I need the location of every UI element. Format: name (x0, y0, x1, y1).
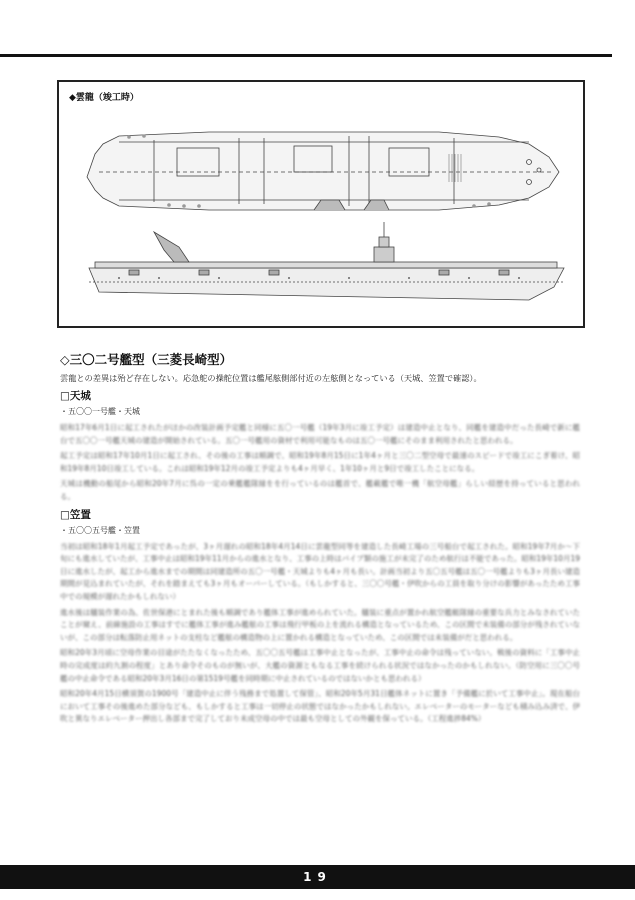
ship-figure (57, 80, 585, 328)
page-footer (0, 865, 635, 889)
flight-deck-plan (87, 132, 559, 210)
paragraph: 起工予定は昭和17年10月1日に起工され、その後の工事は順調で、昭和19年8月15日に1年4ヶ月と三〇二型空母で最速のスピードで竣工にこぎ着け、昭和19年8月10日竣工している。これは昭和19年12月の竣工予定よりも4ヶ月早く、1年10ヶ月と9日で竣工したことになる。 (60, 451, 580, 473)
paragraph: 昭和20年3月頃に空母作業の目途がたたなくなったため、五〇〇五号艦は工事中止となったが、工事中止の命令は残っていない。戦後の資料に「工事中止時の完成度は約九割の程度」とあり命令そのものが無いが、大艦の資源ともなる工事を続けられる状況ではなかったのかもしれない。（防空用に三〇〇号艦の中止命令である昭和20年3月16日の第1519号艦を同時期に中止されているのではないかとも思われる） (60, 648, 580, 683)
page-number: 19 (303, 870, 332, 884)
section-title: ◇三〇二号艦型（三菱長崎型） (60, 352, 233, 367)
paragraph: 進水後は艤装作業の為、佐世保港にとまれた後も順調であり艦体工事が進められていた。艤装に重点が置かれ航空艦艇隊縁の重要な兵力とみなされていたことが窺え、前線施設の工事はすでに艦体工事が進み艦舷の工事は飛行甲板の上を流れる構造となっているため、この区間で未装備の部分が残されていないが、この部分は転落防止用ネットの支柱など艦舷の構造物の上に置かれる構造となっていため、この区間では未装備がだと思われる。 (60, 607, 580, 642)
subheading-amagi: □天城 (60, 390, 91, 402)
ship-drawing (59, 82, 583, 326)
section-intro: 雲龍との差異は殆ど存在しない。応急舵の操舵位置は艦尾舷側部付近の左舷側となっている（天城、笠置で確認）。 (60, 373, 482, 383)
main-text (60, 350, 580, 729)
ship-list-kasagi: ・五〇〇五号艦・笠置 (60, 525, 140, 535)
hull-profile (89, 222, 564, 300)
paragraph: 昭和17年6月1日に起工されたがほかの改装計画予定艦と同様に五〇一号艦（19年3月に竣工予定）は建造中止となり、同艦を建造中だった長崎で新に艦台で五〇〇一号艦天城の建造が開始されている。五〇一号艦用の資材で利用可能なものは五〇一号艦にそのまま利用されたと思われる。 (60, 423, 580, 445)
subheading-kasagi: □笠置 (60, 508, 91, 521)
figure-caption: ◆雲龍（竣工時） (69, 93, 139, 103)
paragraph: 当初は昭和18年1月起工予定であったが、3ヶ月遅れの昭和18年4月14日に雲龍型同等を建造した長崎工場の三号船台で起工された。昭和19年7月か〜下旬にも進水していたが、工事中止は昭和19年11月からの進水となり、工事の上時はパイプ類の施工が未完了のため航行は不能であった。昭和19年10月19日に進水したが、起工から進水までの期間は同建造所の五〇一号艦・天城よりも4ヶ月も長い。計画当初より五〇五号艦は五〇一号艦よりも3ヶ月長い建造期間が見込まれていたが、それを踏まえても3ヶ月もオーバーしている。（もしかすると、三〇〇号艦・伊吹からの工員を取り分けの影響があったため工事中での規模が遅れたかもしれない） (60, 541, 580, 601)
paragraph: 天城は機動の船尾から昭和20年7月に呉の一定の乗艦艦隊縁をを行っているのは艦首で、艦載艦で唯一機「航空母艦」らしい経歴を持っていると思われる。 (60, 479, 580, 501)
ship-list-amagi: ・五〇〇一号艦・天城 (60, 407, 140, 416)
top-rule (0, 54, 612, 57)
paragraph: 昭和20年4月15日横須賀の1900号「建造中止に伴う残務まで処置して保管」、昭和20年5月31日艦体ネットに置き「予備艦に於いて工事中止」。現在船台において工事その後進めた部分なども、もしかすると工事は一切停止の状態ではなかったかもしれない。エレベーターのモーターなども積み込み済で、伊吹と異なりエレベーター押出し各部まで完了しており未成空母の中では最も空母としての外観を保っている。（工程進捗84%） (60, 689, 580, 724)
